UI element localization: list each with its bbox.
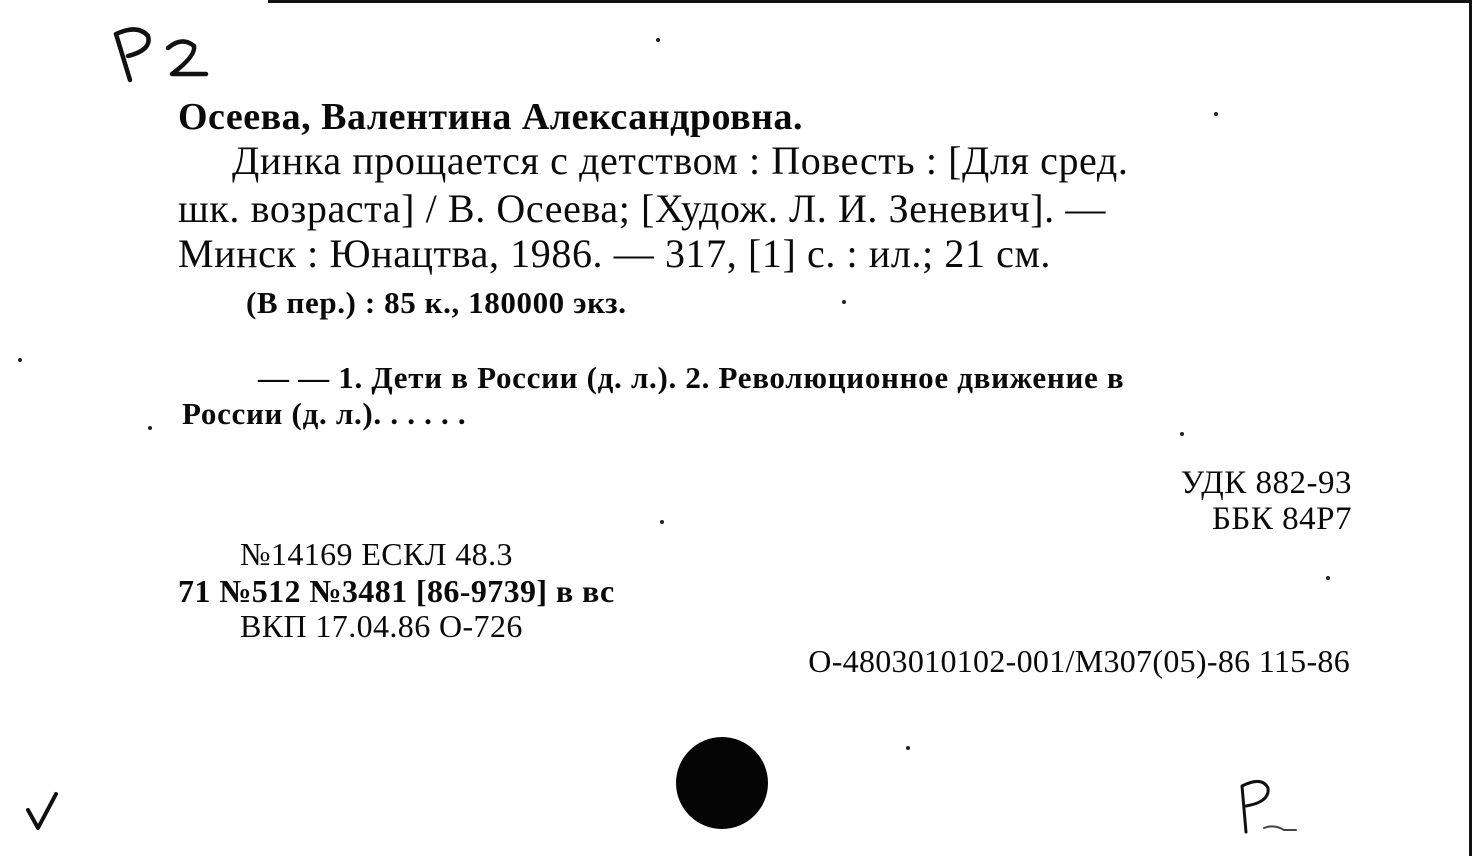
handwritten-note-bottom-right bbox=[1236, 776, 1308, 838]
subject-line-1: — — 1. Дети в России (д. л.). 2. Революционное движение в bbox=[258, 360, 1125, 395]
scan-speck bbox=[1326, 576, 1330, 580]
udk-code: УДК 882-93 bbox=[1180, 465, 1352, 501]
scan-speck bbox=[656, 38, 660, 42]
bbk-code: ББК 84Р7 bbox=[1211, 501, 1352, 537]
scan-speck bbox=[660, 520, 664, 524]
price-line: (В пер.) : 85 к., 180000 экз. bbox=[246, 285, 627, 320]
scan-speck bbox=[842, 300, 846, 304]
title-line-3: Минск : Юнацтва, 1986. — 317, [1] с. : ил.; 21 см. bbox=[178, 231, 1052, 276]
author-heading: Осеева, Валентина Александровна. bbox=[178, 96, 803, 138]
handwritten-checkmark bbox=[22, 788, 62, 834]
punch-hole bbox=[676, 737, 768, 829]
card-top-border bbox=[268, 0, 1472, 3]
isbn-line: О-4803010102-001/М307(05)-86 115-86 bbox=[808, 643, 1350, 679]
scan-speck bbox=[1214, 112, 1218, 116]
handwritten-note-top-left bbox=[108, 22, 218, 88]
scan-speck bbox=[18, 358, 22, 362]
title-line-1: Динка прощается с детством : Повесть : [Для сред. bbox=[232, 138, 1129, 183]
title-line-2: шк. возраста] / В. Осеева; [Худож. Л. И. Зеневич]. — bbox=[178, 186, 1106, 231]
tech-line-2: 71 №512 №3481 [86-9739] в вс bbox=[178, 573, 615, 609]
tech-line-3: ВКП 17.04.86 О-726 bbox=[240, 608, 523, 644]
scan-speck bbox=[1180, 432, 1184, 436]
subject-line-2: России (д. л.). . . . . . bbox=[182, 396, 467, 431]
scan-speck bbox=[906, 746, 910, 750]
tech-line-1: №14169 ЕСКЛ 48.3 bbox=[240, 536, 513, 572]
scan-speck bbox=[148, 426, 152, 430]
